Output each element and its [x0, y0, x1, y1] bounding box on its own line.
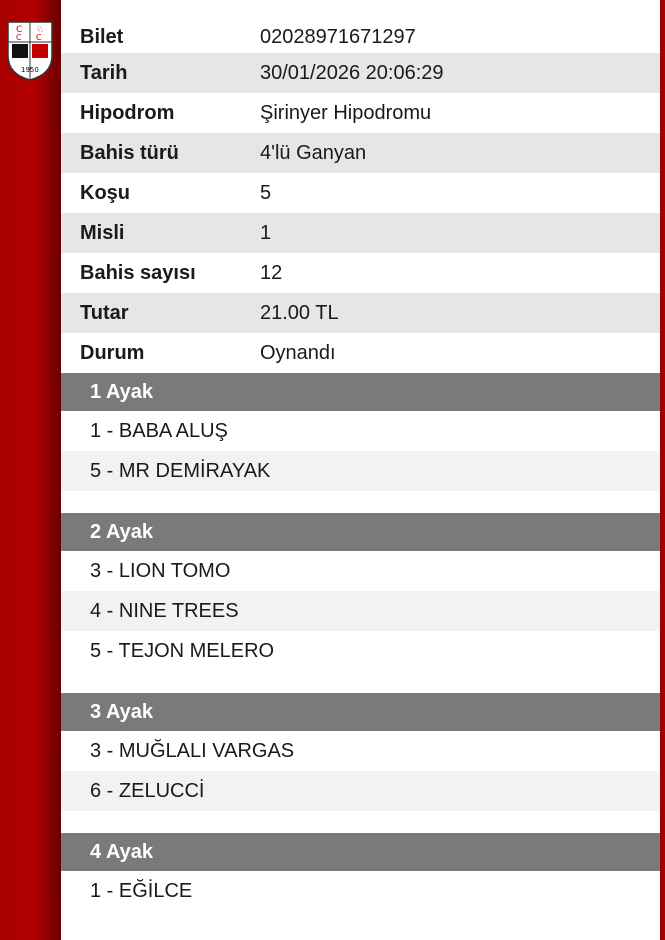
section-gap	[61, 811, 660, 833]
info-row	[61, 213, 660, 253]
info-value: 30/01/2026 20:06:29	[260, 61, 444, 84]
info-value: Şirinyer Hipodromu	[260, 101, 432, 124]
info-label: Bilet	[80, 26, 124, 48]
info-label: Koşu	[80, 181, 130, 204]
logo-year: 1950	[21, 66, 39, 74]
section-gap	[61, 491, 660, 513]
info-label: Misli	[80, 221, 125, 244]
info-row	[61, 0, 660, 53]
info-value: 4'lü Ganyan	[260, 141, 367, 164]
ticket-detail	[61, 0, 660, 940]
horse-entry: 3 - MUĞLALI VARGAS	[90, 739, 295, 762]
info-value: 1	[260, 221, 272, 244]
info-label: Tutar	[80, 301, 129, 324]
info-value: 02028971671297	[260, 26, 416, 48]
info-label: Durum	[80, 341, 145, 364]
horse-entry: 5 - TEJON MELERO	[90, 639, 275, 662]
info-row	[61, 293, 660, 333]
horse-entry: 3 - LION TOMO	[90, 559, 231, 582]
info-label: Tarih	[80, 61, 128, 84]
sidebar	[0, 0, 61, 940]
info-row	[61, 133, 660, 173]
info-row	[61, 333, 660, 373]
right-border	[660, 0, 665, 940]
svg-text:C: C	[16, 33, 22, 42]
leg-header: 1 Ayak	[61, 373, 660, 411]
info-value: 12	[260, 261, 283, 284]
legs-list	[61, 373, 660, 911]
info-value: 5	[260, 181, 272, 204]
ticket-info-table	[61, 0, 660, 373]
info-value: Oynandı	[260, 341, 336, 364]
info-row	[61, 253, 660, 293]
info-label: Bahis sayısı	[80, 261, 196, 284]
svg-text:C: C	[36, 33, 42, 42]
leg-header: 4 Ayak	[61, 833, 660, 871]
info-row	[61, 173, 660, 213]
horse-entry: 6 - ZELUCCİ	[61, 771, 660, 811]
info-label: Bahis türü	[80, 141, 179, 164]
info-row	[61, 93, 660, 133]
info-label: Hipodrom	[80, 101, 175, 124]
horse-entry: 5 - MR DEMİRAYAK	[61, 451, 660, 491]
club-logo-icon	[6, 20, 54, 82]
info-value: 21.00 TL	[260, 301, 339, 324]
horse-entry: 4 - NINE TREES	[61, 591, 660, 631]
info-row	[61, 53, 660, 93]
section-gap	[61, 671, 660, 693]
horse-entry: 1 - BABA ALUŞ	[90, 419, 228, 442]
svg-text:C: C	[16, 25, 23, 35]
svg-text:♘: ♘	[36, 25, 45, 35]
leg-header: 2 Ayak	[61, 513, 660, 551]
horse-entry: 1 - EĞİLCE	[90, 879, 193, 902]
leg-header: 3 Ayak	[61, 693, 660, 731]
